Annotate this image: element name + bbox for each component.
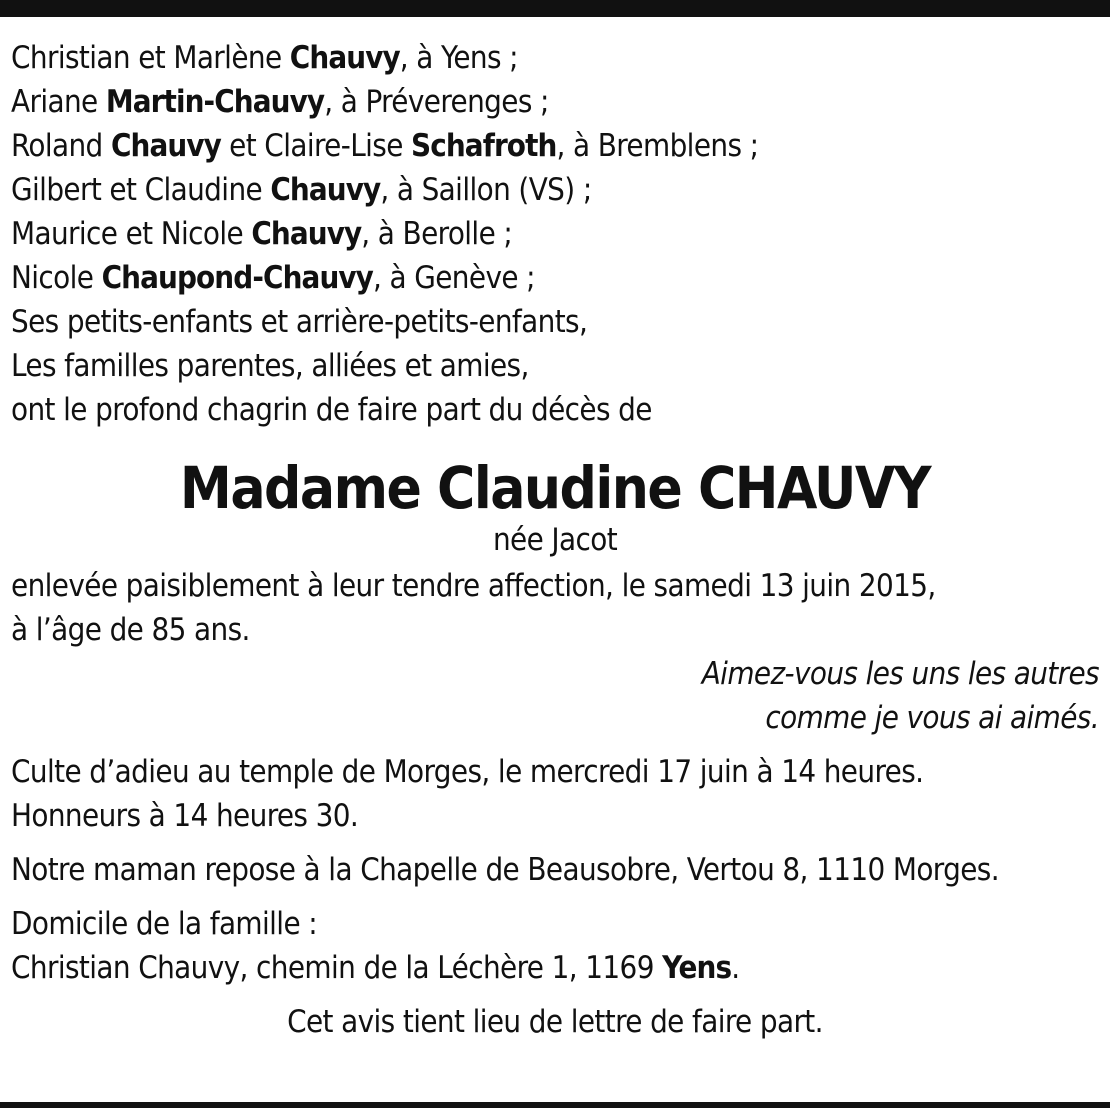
closing-note: Cet avis tient lieu de lettre de faire part. bbox=[287, 1004, 823, 1040]
family-list bbox=[11, 36, 1099, 432]
family-name: Chauvy bbox=[251, 216, 362, 252]
family-name: Chauvy bbox=[289, 40, 400, 76]
bottom-rule bbox=[0, 1102, 1110, 1108]
death-line-1: enlevée paisiblement à leur tendre affection, le samedi 13 juin 2015, bbox=[11, 568, 936, 604]
domicile-label: Domicile de la famille : bbox=[11, 906, 318, 942]
rest-info bbox=[11, 848, 1099, 892]
quote-line-2: comme je vous ai aimés. bbox=[765, 700, 1099, 736]
family-name: Schafroth bbox=[411, 128, 557, 164]
extended-family-line-2: Les familles parentes, alliées et amies, bbox=[11, 348, 529, 384]
family-line-1: Christian et Marlène Chauvy, à Yens ; bbox=[11, 40, 518, 76]
obituary-notice bbox=[11, 36, 1099, 1044]
family-name: Chaupond-Chauvy bbox=[101, 260, 373, 296]
domicile-info bbox=[11, 902, 1099, 990]
service-line-2: Honneurs à 14 heures 30. bbox=[11, 798, 359, 834]
family-line-2: Ariane Martin-Chauvy, à Préverenges ; bbox=[11, 84, 549, 120]
service-line-1: Culte d’adieu au temple de Morges, le mercredi 17 juin à 14 heures. bbox=[11, 754, 924, 790]
domicile-town: Yens bbox=[662, 950, 732, 986]
deceased-name: Madame Claudine CHAUVY bbox=[179, 454, 931, 522]
quote-line-1: Aimez-vous les uns les autres bbox=[701, 656, 1099, 692]
top-rule bbox=[0, 0, 1110, 17]
family-name: Martin-Chauvy bbox=[105, 84, 325, 120]
family-line-5: Maurice et Nicole Chauvy, à Berolle ; bbox=[11, 216, 513, 252]
family-name: Chauvy bbox=[110, 128, 221, 164]
service-info bbox=[11, 750, 1099, 838]
family-line-3: Roland Chauvy et Claire-Lise Schafroth, à Bremblens ; bbox=[11, 128, 759, 164]
announcement-line: ont le profond chagrin de faire part du décès de bbox=[11, 392, 652, 428]
family-line-6: Nicole Chaupond-Chauvy, à Genève ; bbox=[11, 260, 535, 296]
extended-family-line-1: Ses petits-enfants et arrière-petits-enfants, bbox=[11, 304, 588, 340]
rest-line: Notre maman repose à la Chapelle de Beausobre, Vertou 8, 1110 Morges. bbox=[11, 852, 999, 888]
family-line-4: Gilbert et Claudine Chauvy, à Saillon (VS) ; bbox=[11, 172, 592, 208]
domicile-address: Christian Chauvy, chemin de la Léchère 1, 1169 Yens. bbox=[11, 950, 740, 986]
family-name: Chauvy bbox=[270, 172, 381, 208]
maiden-name: née Jacot bbox=[492, 522, 618, 558]
death-line-2: à l’âge de 85 ans. bbox=[11, 612, 250, 648]
bible-quote bbox=[11, 652, 1099, 740]
